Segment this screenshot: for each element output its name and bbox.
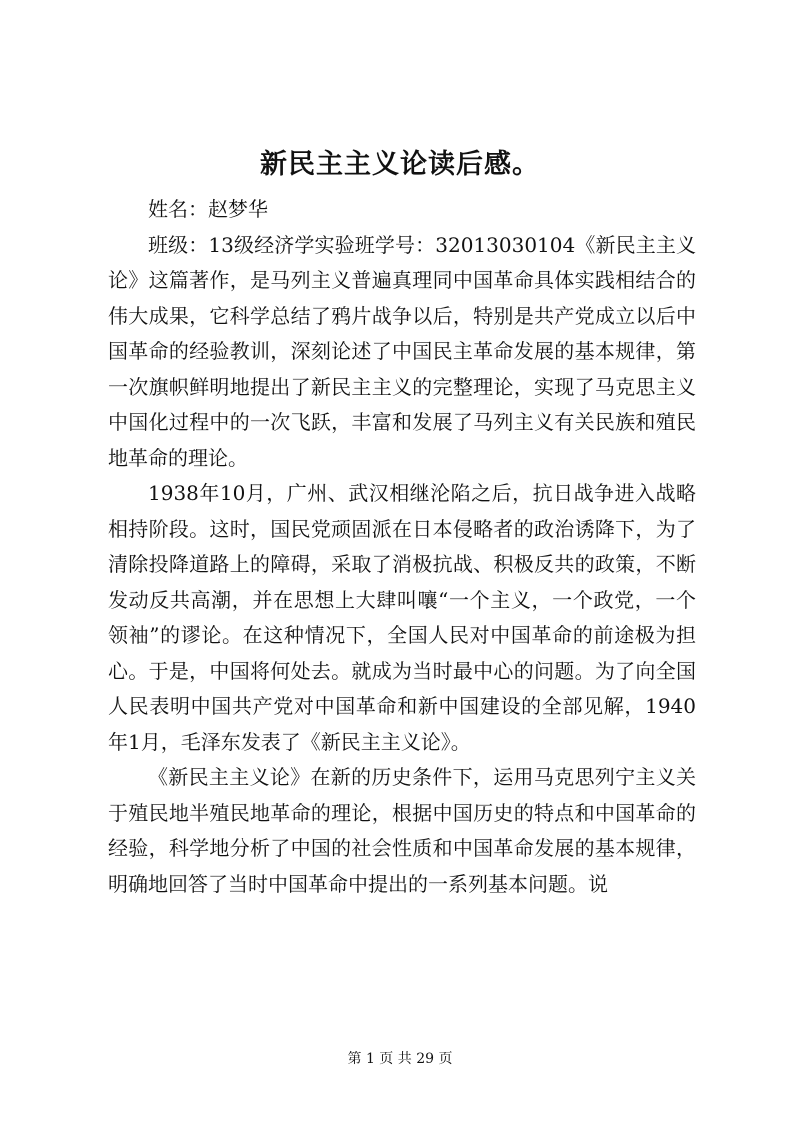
paragraph: 1938年10月，广州、武汉相继沦陷之后，抗日战争进入战略相持阶段。这时，国民党顽固派在日本侵略者的政治诱降下，为了清除投降道路上的障碍，采取了消极抗战、积极反共的政策，不断发动反共高潮，并在思想上大肆叫嚷“一个主义，一个政党，一个领袖”的谬论。在这种情况下，全国人民对中国革命的前途极为担心。于是，中国将何处去。就成为当时最中心的问题。为了向全国人民表明中国共产党对中国革命和新中国建设的全部见解，1940年1月，毛泽东发表了《新民主主义论》。: [108, 481, 696, 754]
author-line: 姓名：赵梦华: [148, 197, 268, 221]
page-title: 新民主主义论读后感。: [260, 149, 540, 180]
document-body: [108, 192, 696, 902]
paragraph: 《新民主主义论》在新的历史条件下，运用马克思列宁主义关于殖民地半殖民地革命的理论，根据中国历史的特点和中国革命的经验，科学地分析了中国的社会性质和中国革命发展的基本规律，明确地回答了当时中国革命中提出的一系列基本问题。说: [108, 765, 696, 896]
page-number-footer: 第 1 页 共 29 页: [347, 1051, 453, 1067]
paragraph: 班级：13级经济学实验班学号：32013030104《新民主主义论》这篇著作，是马列主义普遍真理同中国革命具体实践相结合的伟大成果，它科学总结了鸦片战争以后，特别是共产党成立以后中国革命的经验教训，深刻论述了中国民主革命发展的基本规律，第一次旗帜鲜明地提出了新民主主义的完整理论，实现了马克思主义中国化过程中的一次飞跃，丰富和发展了马列主义有关民族和殖民地革命的理论。: [108, 232, 696, 470]
